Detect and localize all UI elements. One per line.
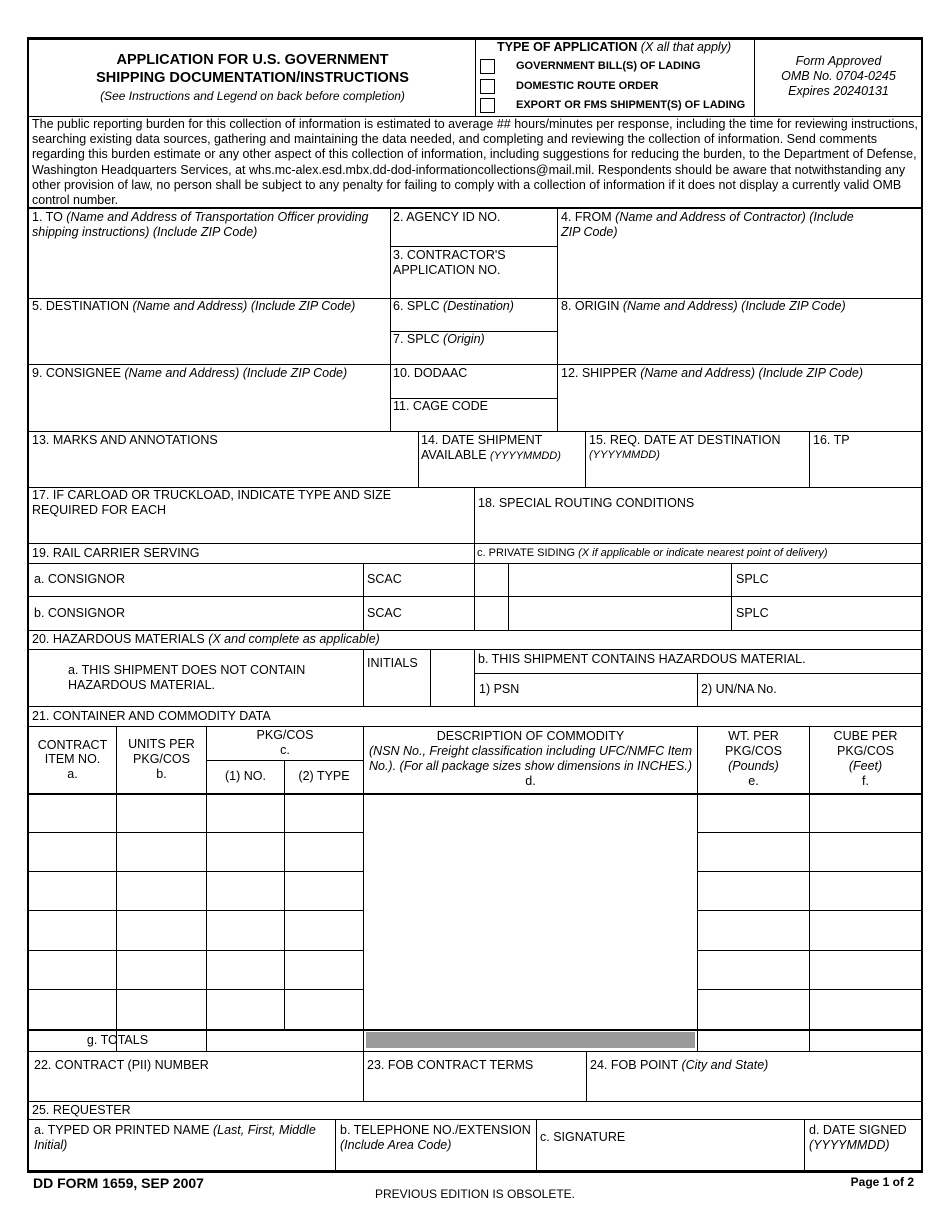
date-shipment-label-1: 14. DATE SHIPMENT (421, 433, 543, 447)
fob-point-label: 24. FOB POINT (City and State) (590, 1058, 769, 1072)
splc-destination-field[interactable] (391, 299, 557, 331)
origin-label: 8. ORIGIN (Name and Address) (Include ZIP Code) (561, 299, 846, 313)
splc-origin-label: 7. SPLC (Origin) (393, 332, 485, 346)
totals-shaded-cell (366, 1032, 695, 1048)
req-date-label: 15. REQ. DATE AT DESTINATION (589, 433, 781, 447)
from-field[interactable] (558, 209, 921, 298)
consignor-a-field[interactable] (29, 564, 363, 596)
private-siding-b-checkbox[interactable] (475, 597, 508, 630)
date-shipment-available-field[interactable] (419, 432, 585, 487)
type-of-application-label (497, 40, 731, 55)
requester-name-label-2: Initial) (34, 1138, 68, 1152)
requester-label: 25. REQUESTER (32, 1103, 131, 1117)
req-date-format: (YYYYMMDD) (589, 449, 660, 461)
consignor-b-label: b. CONSIGNOR (34, 606, 125, 620)
export-fms-checkbox[interactable] (480, 98, 495, 113)
from-label: 4. FROM (Name and Address of Contractor) (Include ZIP Code) (561, 210, 854, 239)
consignee-label: 9. CONSIGNEE (Name and Address) (Include ZIP Code) (32, 366, 348, 380)
contract-number-label: 22. CONTRACT (PII) NUMBER (34, 1058, 209, 1072)
type-label: TYPE OF APPLICATION (497, 40, 638, 54)
commodity-row-6[interactable] (29, 990, 921, 1029)
private-siding-b-field[interactable] (509, 597, 731, 630)
totals-weight-field[interactable] (698, 1031, 809, 1051)
private-siding-a-checkbox[interactable] (475, 564, 508, 596)
private-siding-a-field[interactable] (509, 564, 731, 596)
psn-label: 1) PSN (479, 682, 520, 696)
col-c-header-1: PKG/COS (256, 728, 314, 742)
form-approved: Form Approved (795, 54, 882, 68)
col-b-header-3: b. (156, 767, 167, 781)
contract-number-field[interactable] (29, 1052, 363, 1101)
private-siding-label: c. PRIVATE SIDING (X if applicable or indicate nearest point of delivery) (477, 547, 828, 559)
col-c1-header: (1) NO. (225, 769, 266, 783)
tp-label: 16. TP (813, 433, 850, 447)
col-a-header-1: CONTRACT (37, 738, 108, 752)
carload-label-2: REQUIRED FOR EACH (32, 503, 167, 517)
to-field[interactable] (29, 209, 390, 298)
destination-label: 5. DESTINATION (Name and Address) (Include ZIP Code) (32, 299, 356, 313)
commodity-row-3[interactable] (29, 872, 921, 910)
date-signed-field[interactable] (805, 1120, 921, 1170)
shipper-label: 12. SHIPPER (Name and Address) (Include ZIP Code) (561, 366, 863, 380)
omb-number: OMB No. 0704-0245 (781, 69, 896, 83)
cage-code-label: 11. CAGE CODE (393, 399, 488, 413)
route-order-checkbox[interactable] (480, 79, 495, 94)
telephone-field[interactable] (336, 1120, 536, 1170)
container-commodity-label: 21. CONTAINER AND COMMODITY DATA (32, 709, 271, 723)
scac-a-field[interactable] (364, 564, 474, 596)
telephone-label-2: (Include Area Code) (340, 1138, 452, 1152)
initials-field[interactable] (364, 650, 430, 706)
splc-destination-label: 6. SPLC (Destination) (393, 299, 514, 313)
scac-b-label: SCAC (367, 606, 402, 620)
contractor-application-label: 3. CONTRACTOR'S APPLICATION NO. (393, 248, 506, 277)
obsolete-note: PREVIOUS EDITION IS OBSOLETE. (374, 1187, 576, 1201)
col-f-header-1: CUBE PER (833, 729, 898, 743)
col-a-header-2: ITEM NO. (44, 752, 101, 766)
scac-a-label: SCAC (367, 572, 402, 586)
special-routing-field[interactable] (475, 488, 921, 543)
form-title-line1: APPLICATION FOR U.S. GOVERNMENT (116, 52, 389, 68)
col-d-header-4: d. (525, 774, 536, 788)
totals-field[interactable] (207, 1031, 363, 1051)
initials-label: INITIALS (367, 656, 418, 670)
splc-b-field[interactable] (732, 597, 921, 630)
rail-carrier-label: 19. RAIL CARRIER SERVING (32, 546, 200, 560)
commodity-row-1[interactable] (29, 795, 921, 832)
export-fms-option-label: EXPORT OR FMS SHIPMENT(S) OF LADING (516, 99, 746, 111)
consignor-b-field[interactable] (29, 597, 363, 630)
destination-field[interactable] (29, 299, 390, 364)
col-e-header-2: PKG/COS (725, 744, 782, 758)
un-na-label: 2) UN/NA No. (701, 682, 777, 696)
signature-field[interactable] (537, 1120, 804, 1170)
gbl-option-label: GOVERNMENT BILL(S) OF LADING (516, 60, 701, 72)
carload-truckload-field[interactable] (29, 488, 474, 543)
type-note: (X all that apply) (640, 40, 732, 54)
col-f-header-2: PKG/COS (837, 744, 894, 758)
fob-contract-terms-label: 23. FOB CONTRACT TERMS (367, 1058, 534, 1072)
fob-contract-terms-field[interactable] (364, 1052, 586, 1101)
commodity-row-2[interactable] (29, 833, 921, 871)
to-label: 1. TO (Name and Address of Transportation Officer providing shipping instructions) (Include ZIP Code) (32, 210, 369, 239)
col-e-header-4: e. (748, 774, 759, 788)
col-f-header-3: (Feet) (848, 759, 883, 773)
special-routing-label: 18. SPECIAL ROUTING CONDITIONS (478, 496, 695, 510)
hazmat-checkbox[interactable] (431, 650, 474, 706)
consignee-field[interactable] (29, 365, 390, 431)
totals-cube-field[interactable] (810, 1031, 921, 1051)
dodaac-label: 10. DODAAC (393, 366, 468, 380)
agency-id-label: 2. AGENCY ID NO. (393, 210, 501, 224)
splc-b-label: SPLC (736, 606, 769, 620)
splc-origin-field[interactable] (391, 332, 557, 364)
signature-label: c. SIGNATURE (540, 1130, 626, 1144)
burden-statement: The public reporting burden for this collection of information is estimated to average ## hours/minutes per response, including the time for reviewing instructions, searching existing data sources, gathering and maintaining the data needed, and completing and reviewing the collection of information. Send comments regarding this burden estimate or any other aspect of this collection of information, including suggestions for reducing the burden, to the Department of Defense, Washington Headquarters Services, at whs.mc-alex.esd.mbx.dd-dod-informationcollections@mail.mil. Respondents should be aware that notwithstanding any other provision of law, no person shall be subject to any penalty for failing to comply with a collection of information if it does not display a currently valid OMB control number. (32, 117, 918, 208)
page-number: Page 1 of 2 (850, 1175, 914, 1189)
splc-a-label: SPLC (736, 572, 769, 586)
form-title-line2: SHIPPING DOCUMENTATION/INSTRUCTIONS (96, 70, 409, 86)
requester-name-label-1: a. TYPED OR PRINTED NAME (Last, First, Middle (34, 1123, 316, 1137)
commodity-row-5[interactable] (29, 951, 921, 989)
marks-annotations-field[interactable] (29, 432, 418, 487)
col-a-header-3: a. (67, 767, 78, 781)
col-d-header-3: No.). (For all package sizes show dimensions in INCHES.) (368, 759, 693, 773)
col-c-header-2: c. (280, 743, 290, 757)
no-hazmat-label-1: a. THIS SHIPMENT DOES NOT CONTAIN (68, 663, 306, 677)
date-signed-label-2: (YYYYMMDD) (809, 1138, 890, 1152)
consignor-a-label: a. CONSIGNOR (34, 572, 125, 586)
col-f-header-4: f. (862, 774, 869, 788)
col-e-header-3: (Pounds) (728, 759, 779, 773)
col-c2-header: (2) TYPE (298, 769, 350, 783)
splc-a-field[interactable] (732, 564, 921, 596)
date-shipment-label-2: AVAILABLE (YYYYMMDD) (421, 448, 561, 462)
psn-field[interactable] (475, 674, 697, 706)
date-signed-label-1: d. DATE SIGNED (809, 1123, 907, 1137)
gbl-checkbox[interactable] (480, 59, 495, 74)
route-order-option-label: DOMESTIC ROUTE ORDER (516, 80, 659, 92)
col-e-header-1: WT. PER (728, 729, 779, 743)
scac-b-field[interactable] (364, 597, 474, 630)
col-d-header-2: (NSN No., Freight classification including UFC/NMFC Item (369, 744, 692, 758)
no-hazmat-label-2: HAZARDOUS MATERIAL. (68, 678, 216, 692)
telephone-label-1: b. TELEPHONE NO./EXTENSION (340, 1123, 531, 1137)
col-b-header-1: UNITS PER (128, 737, 195, 751)
commodity-row-4[interactable] (29, 911, 921, 950)
form-number: DD FORM 1659, SEP 2007 (33, 1175, 204, 1191)
agency-id-field[interactable] (391, 209, 557, 246)
hazardous-materials-label: 20. HAZARDOUS MATERIALS (X and complete as applicable) (32, 632, 380, 646)
tp-field[interactable] (810, 432, 921, 487)
carload-label-1: 17. IF CARLOAD OR TRUCKLOAD, INDICATE TYPE AND SIZE (32, 488, 392, 502)
totals-label: g. TOTALS (86, 1033, 149, 1047)
form-subtitle: (See Instructions and Legend on back before completion) (100, 89, 405, 103)
marks-annotations-label: 13. MARKS AND ANNOTATIONS (32, 433, 218, 447)
expiration-date: Expires 20240131 (788, 84, 889, 98)
req-date-destination-field[interactable] (586, 432, 809, 487)
origin-field[interactable] (558, 299, 921, 364)
col-b-header-2: PKG/COS (133, 752, 190, 766)
fob-point-field[interactable] (587, 1052, 921, 1101)
dodaac-field[interactable] (391, 365, 557, 398)
requester-name-field[interactable] (29, 1120, 335, 1170)
contractor-application-field[interactable] (391, 247, 557, 298)
cage-code-field[interactable] (391, 399, 557, 431)
un-na-field[interactable] (698, 674, 921, 706)
contains-hazmat-label: b. THIS SHIPMENT CONTAINS HAZARDOUS MATERIAL. (478, 652, 806, 666)
shipper-field[interactable] (558, 365, 921, 431)
col-d-header-title: DESCRIPTION OF COMMODITY (436, 729, 625, 743)
